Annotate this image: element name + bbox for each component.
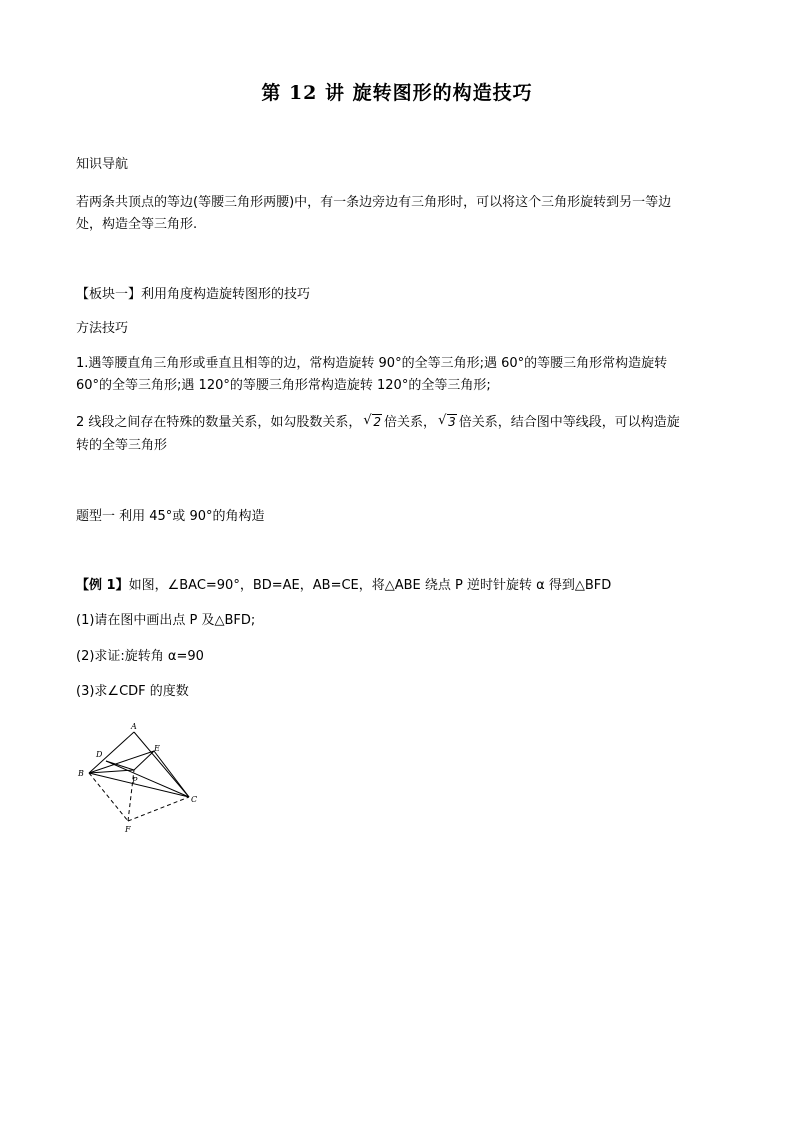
point-B-label: B: [78, 769, 84, 778]
segment-PE: [134, 751, 154, 770]
sqrt-2-expression: [363, 412, 382, 433]
sqrt-2-radicand: 2: [373, 415, 382, 429]
question-3: (3)求∠CDF 的度数: [76, 684, 189, 699]
question-2: (2)求证:旋转角 α=90: [76, 649, 204, 664]
segment-DC: [106, 761, 189, 797]
geometry-figure: [74, 718, 204, 838]
radical-sign-icon: √: [438, 413, 447, 428]
example-1-text: 如图，∠BAC=90°，BD=AE，AB=CE，将△ABE 绕点 P 逆时针旋转 α 得到△BFD: [128, 578, 612, 593]
type-1-heading: 题型一 利用 45°或 90°的角构造: [76, 509, 265, 524]
method-heading: 方法技巧: [76, 321, 129, 336]
point-E-label: E: [154, 744, 160, 753]
tip-2-prefix: 2 线段之间存在特殊的数量关系，如勾股数关系，: [76, 415, 362, 430]
dashed-segment-FC: [128, 797, 189, 821]
point-D-label: D: [96, 750, 103, 759]
tip-2-line-1: [76, 412, 680, 433]
point-C-label: C: [191, 795, 198, 804]
question-1: (1)请在图中画出点 P 及△BFD;: [76, 613, 256, 628]
segment-AC: [134, 732, 189, 797]
point-A-label: A: [131, 722, 137, 731]
tip-2-mid: 倍关系，: [384, 415, 437, 430]
tip-2-line-2: 转的全等三角形: [76, 438, 168, 453]
page-title: 第 12 讲 旋转图形的构造技巧: [261, 82, 533, 104]
tip-1-line-2: 60°的全等三角形;遇 120°的等腰三角形常构造旋转 120°的全等三角形;: [76, 378, 491, 393]
section-heading: 【板块一】利用角度构造旋转图形的技巧: [76, 287, 311, 302]
sqrt-3-radicand: 3: [448, 415, 456, 429]
point-F-label: F: [125, 825, 131, 834]
radical-sign-icon: √: [363, 413, 372, 428]
tip-2-suffix: 倍关系，结合图中等线段，可以构造旋: [458, 415, 680, 430]
tip-1-line-1: 1.遇等腰直角三角形或垂直且相等的边，常构造旋转 90°的全等三角形;遇 60°的等腰三角形常构造旋转: [76, 356, 668, 371]
knowledge-heading: 知识导航: [76, 157, 129, 172]
dashed-segment-BF: [89, 773, 128, 821]
sqrt-3-expression: [438, 412, 457, 433]
knowledge-line-2: 处，构造全等三角形.: [76, 217, 198, 232]
example-1-label: 【例 1】: [76, 578, 129, 593]
knowledge-line-1: 若两条共顶点的等边(等腰三角形两腰)中，有一条边旁边有三角形时，可以将这个三角形旋转到另一等边: [76, 195, 672, 210]
example-1-statement: [76, 576, 611, 596]
point-P-label: P: [132, 776, 138, 785]
